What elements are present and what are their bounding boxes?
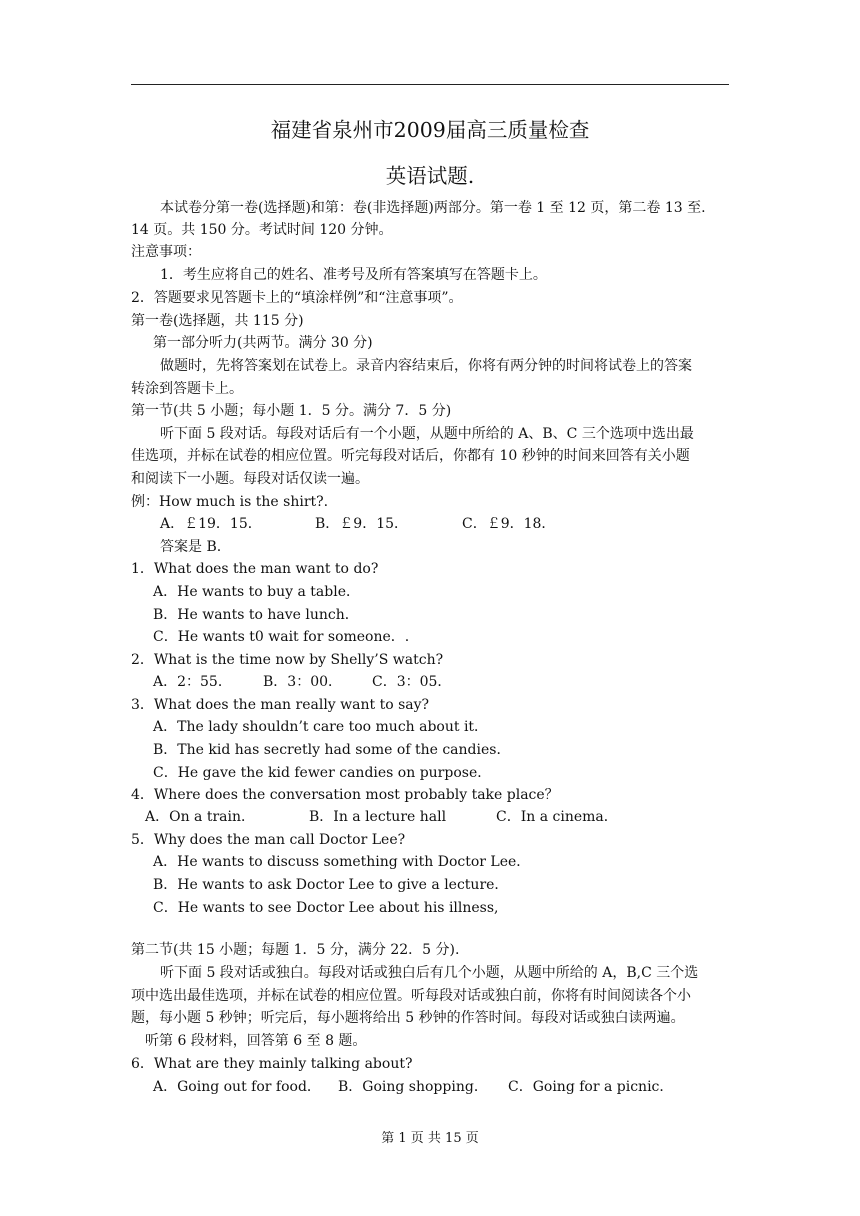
question-3-option-c: C．He gave the kid fewer candies on purpose．: [153, 765, 492, 781]
page-title: 福建省泉州市2009届高三质量检查: [270, 118, 590, 142]
example-question: 例：How much is the shirt?.: [131, 494, 329, 510]
question-1: 1．What does the man want to do?: [131, 561, 379, 577]
material-6-heading: 听第 6 段材料，回答第 6 至 8 题。: [145, 1033, 367, 1049]
volume-1-heading: 第一卷(选择题，共 115 分): [131, 313, 304, 329]
example-option-c: C．￡9．18．: [462, 516, 556, 532]
section-2-heading: 第二节(共 15 小题；每题 1．5 分，满分 22．5 分).: [131, 942, 460, 958]
page-footer: 第 1 页 共 15 页: [381, 1131, 479, 1146]
question-1-option-a: A．He wants to buy a table．: [153, 584, 360, 600]
section-2-instruction-1: 听下面 5 段对话或独白。每段对话或独白后有几个小题，从题中所给的 A，B,C 三个选: [160, 965, 699, 981]
question-5-option-a: A．He wants to discuss something with Doctor Lee．: [153, 854, 531, 870]
example-answer: 答案是 B.: [160, 539, 222, 555]
question-2-option-c: C．3：05．: [372, 674, 452, 690]
intro-line-1: 本试卷分第一卷(选择题)和第：卷(非选择题)两部分。第一卷 1 至 12 页，第二卷 13 至.: [160, 200, 706, 216]
notice-heading: 注意事项：: [131, 244, 201, 260]
question-3-option-b: B．The kid has secretly had some of the candies．: [153, 742, 511, 758]
question-2-option-a: A．2：55．: [153, 674, 232, 690]
notice-item-1: 1．考生应将自己的姓名、准考号及所有答案填写在答题卡上。: [160, 267, 547, 283]
question-6-option-a: A．Going out for food．: [153, 1079, 321, 1095]
question-5-option-c: C．He wants to see Doctor Lee about his illness,: [153, 900, 499, 916]
header-rule: [131, 84, 729, 85]
question-2-option-b: B．3：00．: [263, 674, 343, 690]
question-1-option-c: C．He wants t0 wait for someone．.: [153, 629, 410, 645]
instruction-line-2: 转涂到答题卡上。: [131, 381, 243, 397]
example-option-b: B．￡9．15．: [315, 516, 409, 532]
question-4-option-c: C．In a cinema．: [496, 809, 618, 825]
section-1-instruction-2: 佳选项，并标在试卷的相应位置。听完每段对话后，你都有 10 秒钟的时间来回答有关小题: [131, 448, 690, 464]
intro-line-2: 14 页。共 150 分。考试时间 120 分钟。: [131, 222, 393, 238]
section-2-instruction-2: 项中选出最佳选项，并标在试卷的相应位置。听每段对话或独白前，你将有时间阅读各个小: [131, 988, 691, 1004]
instruction-line-1: 做题时，先将答案划在试卷上。录音内容结束后，你将有两分钟的时间将试卷上的答案: [160, 358, 692, 374]
question-5: 5．Why does the man call Doctor Lee?: [131, 832, 406, 848]
question-5-option-b: B．He wants to ask Doctor Lee to give a lecture．: [153, 877, 509, 893]
section-1-heading: 第一节(共 5 小题；每小题 1．5 分。满分 7．5 分): [131, 403, 452, 419]
notice-item-2: 2．答题要求见答题卡上的“填涂样例”和“注意事项”。: [131, 290, 463, 306]
question-6-option-b: B．Going shopping．: [338, 1079, 488, 1095]
question-3: 3．What does the man really want to say?: [131, 697, 430, 713]
example-option-a: A．￡19．15．: [160, 516, 262, 532]
part-1-heading: 第一部分听力(共两节。满分 30 分): [153, 335, 373, 351]
question-6: 6．What are they mainly talking about?: [131, 1056, 413, 1072]
question-4-option-b: B．In a lecture hall: [309, 809, 447, 825]
section-1-instruction-3: 和阅读下一小题。每段对话仅读一遍。: [131, 471, 369, 487]
question-1-option-b: B．He wants to have lunch．: [153, 607, 359, 623]
section-1-instruction-1: 听下面 5 段对话。每段对话后有一个小题，从题中所给的 A、B、C 三个选项中选出最: [160, 426, 694, 442]
question-6-option-c: C．Going for a picnic．: [508, 1079, 674, 1095]
question-4: 4．Where does the conversation most probably take place？: [131, 787, 559, 803]
page-subtitle: 英语试题.: [385, 164, 475, 188]
question-2: 2．What is the time now by Shelly’S watch?: [131, 652, 444, 668]
question-4-option-a: A．On a train．: [145, 809, 256, 825]
section-2-instruction-3: 题，每小题 5 秒钟；听完后，每小题将给出 5 秒钟的作答时间。每段对话或独白读两遍。: [131, 1010, 685, 1026]
question-3-option-a: A．The lady shouldn’t care too much about it．: [153, 719, 489, 735]
